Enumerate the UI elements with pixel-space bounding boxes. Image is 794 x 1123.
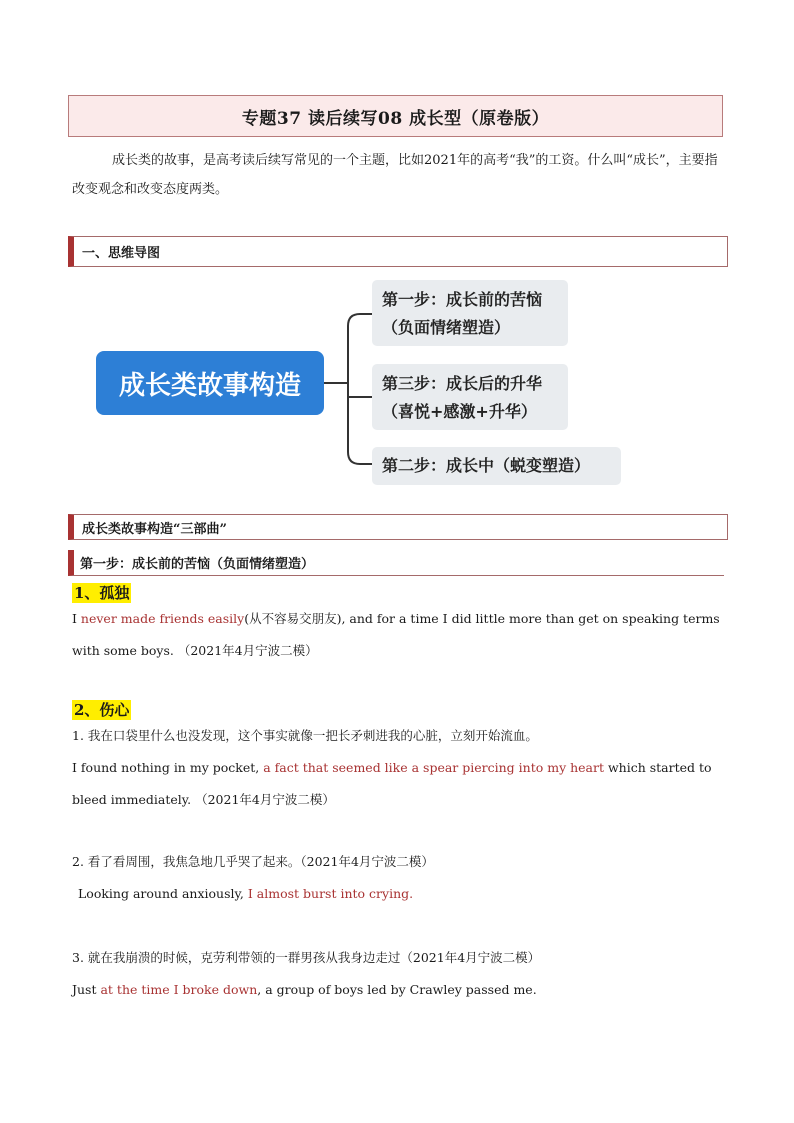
sentence3-cn: 3. 就在我崩溃的时候，克劳利带领的一群男孩从我身边走过（2021年4月宁波二模） — [72, 950, 541, 965]
mindmap-node-step3-sub: （喜悦+感激+升华） — [382, 402, 537, 421]
mindmap-node-step1-sub: （负面情绪塑造） — [382, 318, 511, 337]
text-plain: , a group of boys led by Crawley passed me. — [257, 982, 537, 997]
sentence2-cn: 2. 看了看周围，我焦急地几乎哭了起来。（2021年4月宁波二模） — [72, 854, 434, 869]
sentence1-en — [72, 752, 727, 816]
sentence2-en — [72, 878, 733, 910]
text-highlight: a fact that seemed like a spear piercing into my heart — [263, 760, 604, 775]
intro-paragraph: 成长类的故事，是高考读后续写常见的一个主题，比如2021年的高考“我”的工资。什么叫“成长”，主要指改变观念和改变态度两类。 — [72, 153, 718, 197]
text-plain: I found nothing in my pocket, — [72, 760, 264, 775]
example-loneliness — [72, 603, 727, 667]
text-plain: Looking around anxiously, — [78, 886, 248, 901]
heading-loneliness: 1、孤独 — [74, 584, 130, 602]
heading-sadness: 2、伤心 — [74, 701, 130, 719]
page-title: 专题37 读后续写08 成长型（原卷版） — [68, 95, 723, 137]
text-plain: Just — [72, 982, 101, 997]
mindmap-node-step3-title: 第三步：成长后的升华 — [382, 374, 543, 393]
step1-header: 第一步：成长前的苦恼（负面情绪塑造） — [68, 550, 724, 576]
section-three-steps-header: 成长类故事构造“三部曲” — [68, 514, 728, 540]
section-mindmap-header: 一、思维导图 — [68, 236, 728, 267]
sentence3-en — [72, 974, 727, 1006]
text-plain: I — [72, 611, 81, 626]
sentence1-cn: 1. 我在口袋里什么也没发现，这个事实就像一把长矛刺进我的心脏，立刻开始流血。 — [72, 728, 538, 743]
mindmap-node-step3 — [372, 364, 568, 430]
mindmap-node-step1-title: 第一步：成长前的苦恼 — [382, 290, 543, 309]
text-plain: which started to bleed immediately. （2021年4月宁波二模） — [72, 760, 712, 807]
mindmap-node-step1 — [372, 280, 568, 346]
text-highlight: I almost burst into crying. — [247, 886, 414, 901]
text-highlight: never made friends easily — [80, 611, 245, 626]
text-highlight: at the time I broke down — [100, 982, 258, 997]
mindmap-center-node: 成长类故事构造 — [96, 351, 324, 415]
text-plain: (从不容易交朋友), and for a time I did little more than get on speaking terms with some boys. （2021年4月宁波二模） — [72, 611, 720, 658]
mindmap-node-step2: 第二步：成长中（蜕变塑造） — [372, 447, 621, 485]
